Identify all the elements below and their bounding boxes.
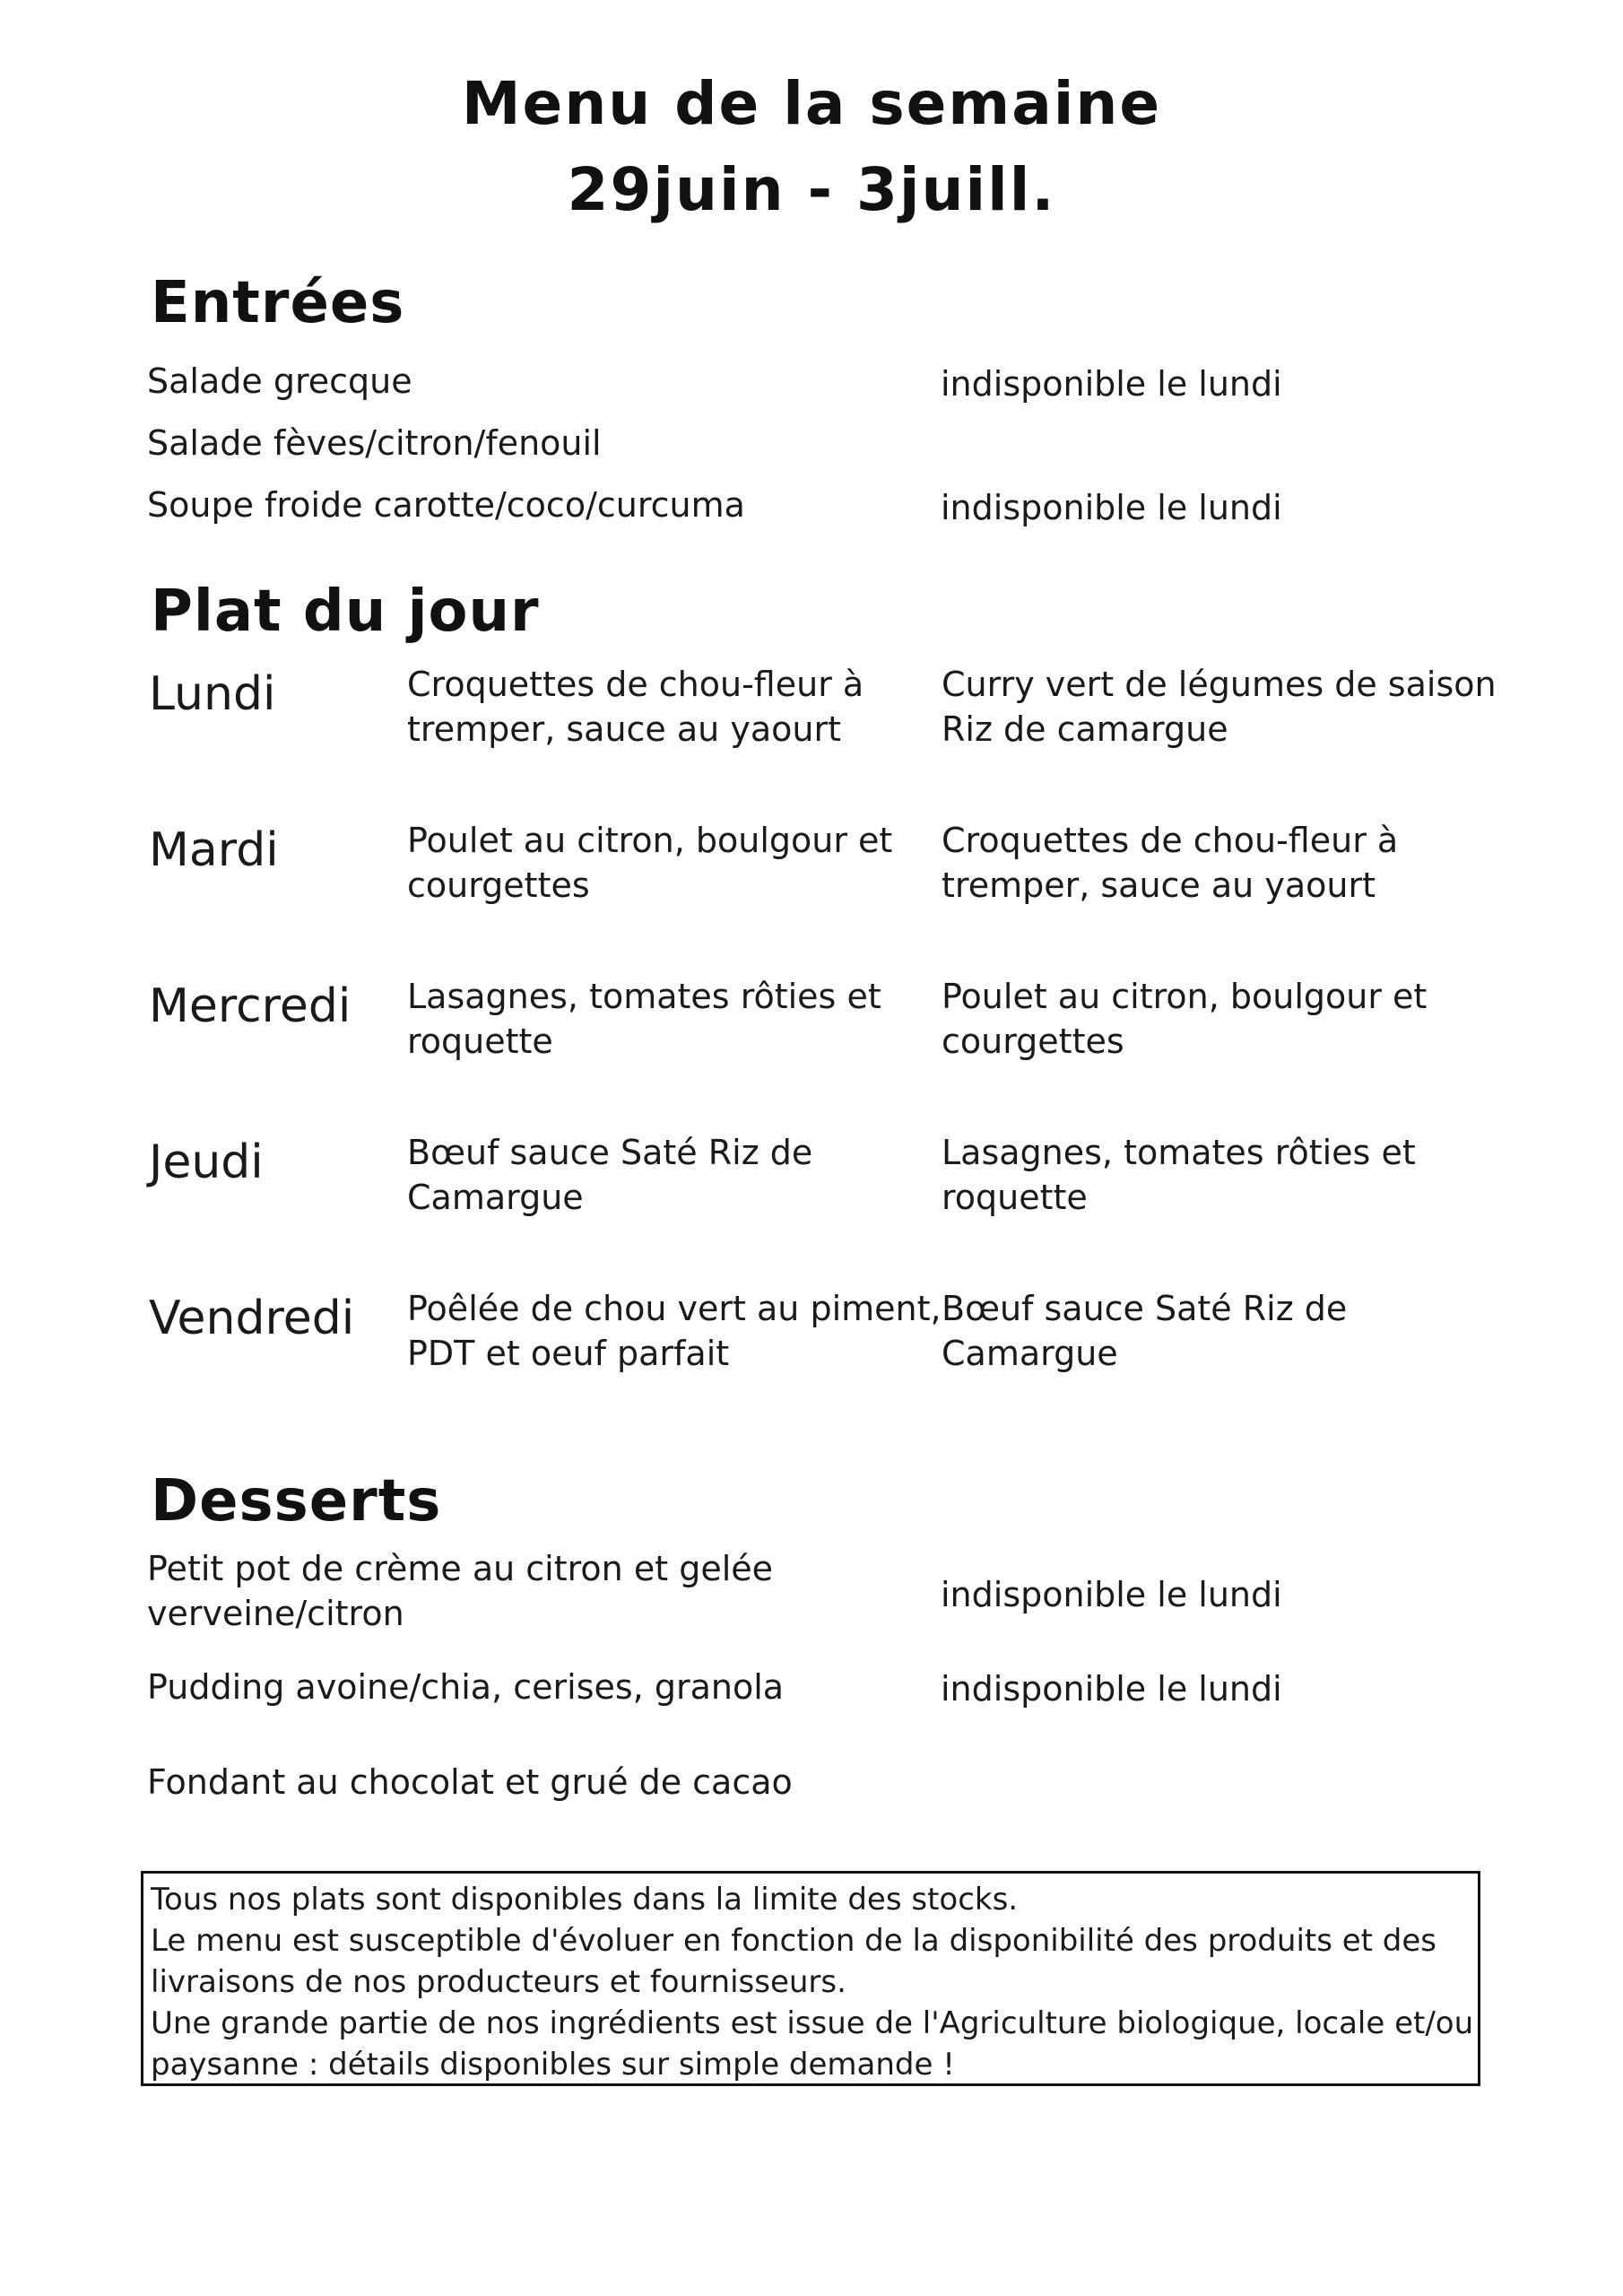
dish-option-2: Poulet au citron, boulgour et courgettes xyxy=(942,977,1428,1061)
page-title: Menu de la semaine xyxy=(461,69,1162,138)
dessert-item-note: indisponible le lundi xyxy=(941,1669,1282,1709)
entree-item-note: indisponible le lundi xyxy=(941,488,1282,527)
notice-line: Une grande partie de nos ingrédients est issue de l'Agriculture biologique, locale et/ou xyxy=(151,2005,1474,2041)
day-label: Jeudi xyxy=(149,1135,264,1189)
dessert-item-note: indisponible le lundi xyxy=(941,1575,1282,1614)
dish-option-1: Bœuf sauce Saté Riz de Camargue xyxy=(407,1133,813,1217)
section-title-plat-du-jour: Plat du jour xyxy=(151,578,540,645)
day-label: Lundi xyxy=(149,667,276,721)
day-label: Mercredi xyxy=(149,979,352,1033)
dish-option-1: Poulet au citron, boulgour et courgettes xyxy=(407,821,893,905)
notice-box xyxy=(141,1871,1480,2086)
dish-option-1: Poêlée de chou vert au piment, PDT et oeuf parfait xyxy=(407,1289,942,1373)
day-label: Vendredi xyxy=(149,1292,355,1345)
entree-item-name: Salade grecque xyxy=(147,361,412,401)
entree-item-name: Soupe froide carotte/coco/curcuma xyxy=(147,485,745,525)
dish-option-2: Croquettes de chou-fleur à tremper, sauce au yaourt xyxy=(942,821,1399,905)
notice-line: paysanne : détails disponibles sur simple demande ! xyxy=(151,2047,955,2083)
notice-line: Le menu est susceptible d'évoluer en fonction de la disponibilité des produits et des xyxy=(151,1923,1437,1959)
dessert-item-name: Petit pot de crème au citron et gelée verveine/citron xyxy=(147,1549,774,1633)
dish-option-2: Bœuf sauce Saté Riz de Camargue xyxy=(942,1289,1348,1373)
dish-option-2: Curry vert de légumes de saison Riz de camargue xyxy=(942,665,1497,749)
dessert-item-name: Fondant au chocolat et grué de cacao xyxy=(147,1762,793,1802)
dish-option-1: Lasagnes, tomates rôties et roquette xyxy=(407,977,881,1061)
day-label: Mardi xyxy=(149,823,279,877)
page-date-range: 29juin - 3juill. xyxy=(567,155,1056,224)
dessert-item-name: Pudding avoine/chia, cerises, granola xyxy=(147,1667,785,1707)
notice-line: livraisons de nos producteurs et fournisseurs. xyxy=(151,1964,846,2000)
dish-option-2: Lasagnes, tomates rôties et roquette xyxy=(942,1133,1416,1217)
notice-line: Tous nos plats sont disponibles dans la limite des stocks. xyxy=(151,1882,1019,1918)
section-title-entrees: Entrées xyxy=(151,270,405,336)
entree-item-note: indisponible le lundi xyxy=(941,364,1282,404)
entree-item-name: Salade fèves/citron/fenouil xyxy=(147,423,602,463)
section-title-desserts: Desserts xyxy=(151,1468,442,1535)
dish-option-1: Croquettes de chou-fleur à tremper, sauce au yaourt xyxy=(407,665,864,749)
